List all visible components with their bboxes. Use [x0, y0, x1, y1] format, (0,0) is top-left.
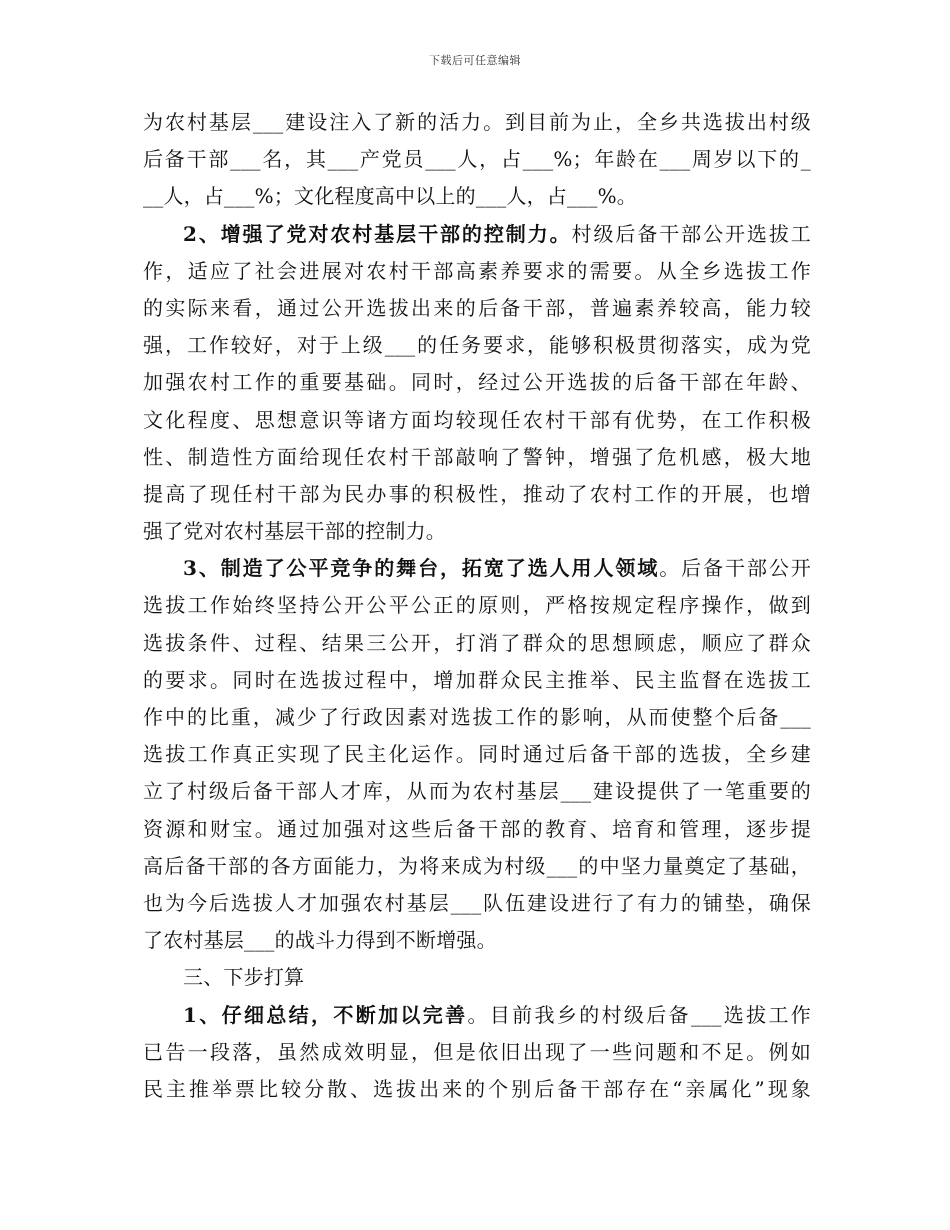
body-line: 提高了现任村干部为民办事的积极性，推动了农村工作的开展，也增 — [143, 481, 811, 506]
document-body — [143, 104, 811, 1108]
next-steps-item-1-heading: 1、仔细总结，不断加以完善 — [183, 1002, 468, 1027]
body-line: 的要求。同时在选拔过程中，增加群众民主推举、民主监督在选拔工 — [143, 667, 811, 692]
page-header: 下载后可任意编辑 — [429, 54, 521, 67]
body-line: 高后备干部的各方面能力，为将来成为村级___的中坚力量奠定了基础， — [143, 853, 811, 878]
body-line: 选拔条件、过程、结果三公开，打消了群众的思想顾虑，顺应了群众 — [143, 630, 811, 655]
body-line: 选拔工作真正实现了民主化运作。同时通过后备干部的选拔，全乡建 — [143, 742, 811, 767]
section-heading-next-steps: 三、下步打算 — [183, 965, 305, 990]
body-line: 作中的比重，减少了行政因素对选拔工作的影响，从而使整个后备___ — [143, 705, 811, 729]
paragraph-3-heading: 3、制造了公平竞争的舞台，拓宽了选人用人领域 — [183, 556, 660, 581]
body-line: 作，适应了社会进展对农村干部高素养要求的需要。从全乡选拔工作 — [143, 258, 811, 283]
body-text: 村级后备干部公开选拔工 — [571, 221, 811, 246]
body-line: 民主推举票比较分散、选拔出来的个别后备干部存在“亲属化”现象 — [143, 1076, 811, 1101]
body-line: 了农村基层___的战斗力得到不断增强。 — [143, 928, 497, 953]
next-steps-item-1-first-line — [143, 997, 811, 1034]
body-text: 。目前我乡的村级后备___选拔工作 — [467, 1002, 811, 1027]
body-line: 立了村级后备干部人才库，从而为农村基层___建设提供了一笔重要的 — [143, 779, 811, 804]
body-line: 的实际来看，通过公开选拔出来的后备干部，普遍素养较高，能力较 — [143, 295, 811, 320]
body-line: 加强农村工作的重要基础。同时，经过公开选拔的后备干部在年龄、 — [143, 370, 811, 395]
body-line: 后备干部___名，其___产党员___人，占___%；年龄在___周岁以下的_ — [143, 147, 811, 172]
body-line: 文化程度、思想意识等诸方面均较现任农村干部有优势，在工作积极 — [143, 407, 811, 432]
body-line: 已告一段落，虽然成效明显，但是依旧出现了一些问题和不足。例如 — [143, 1039, 811, 1064]
paragraph-3-first-line — [143, 550, 811, 587]
body-line: 资源和财宝。通过加强对这些后备干部的教育、培育和管理，逐步提 — [143, 816, 811, 841]
body-line: 选拔工作始终坚持公开公平公正的原则，严格按规定程序操作，做到 — [143, 593, 811, 618]
paragraph-2-first-line — [143, 216, 811, 253]
body-text: 。后备干部公开 — [659, 556, 811, 581]
body-line: 强，工作较好，对于上级___的任务要求，能够积极贯彻落实，成为党 — [143, 333, 811, 358]
body-line: 强了党对农村基层干部的控制力。 — [143, 519, 446, 544]
body-line: 也为今后选拔人才加强农村基层___队伍建设进行了有力的铺垫，确保 — [143, 890, 811, 915]
body-line: 为农村基层___建设注入了新的活力。到目前为止，全乡共选拔出村级 — [143, 110, 811, 134]
body-line: 性、制造性方面给现任农村干部敲响了警钟，增强了危机感，极大地 — [143, 444, 811, 469]
body-line: __人，占___%；文化程度高中以上的___人，占___%。 — [143, 184, 638, 209]
paragraph-2-heading: 2、增强了党对农村基层干部的控制力。 — [183, 221, 572, 246]
